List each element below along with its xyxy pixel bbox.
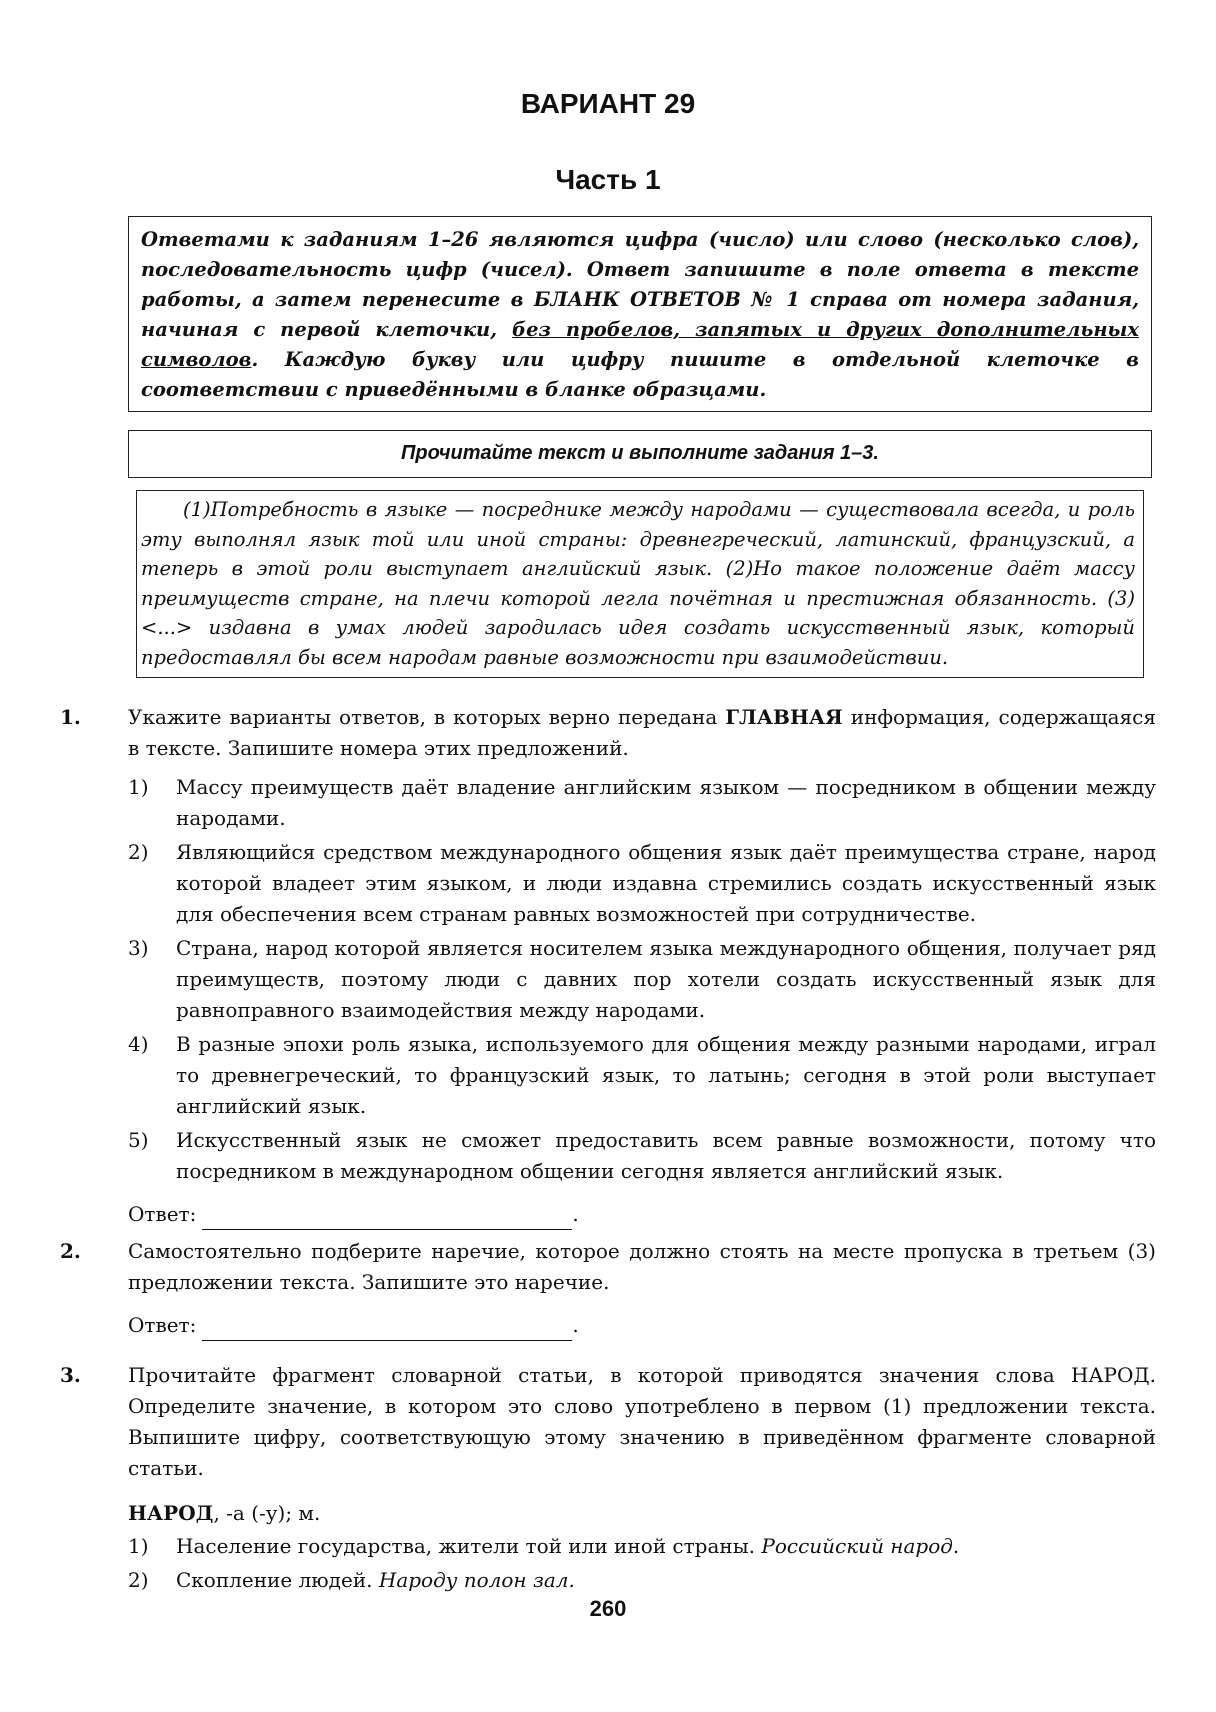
meaning-number: 1) — [128, 1534, 149, 1558]
task-number: 1. — [60, 705, 81, 729]
option-item — [128, 933, 1156, 1026]
option-item — [128, 1125, 1156, 1187]
dictionary-entry-head — [128, 1498, 1156, 1529]
answer-line — [128, 1310, 1156, 1341]
option-text: Искусственный язык не сможет предоставить всем равные возможности, потому что посредником в международном общении сегодня является английский язык. — [176, 1128, 1156, 1183]
answer-period: . — [572, 1202, 579, 1226]
task-number: 2. — [60, 1239, 81, 1263]
answer-field[interactable] — [202, 1207, 572, 1230]
instructions-text-end: . Каждую букву или цифру пишите в отдельной клеточке в соответствии с приведёнными в бланке образцами. — [141, 348, 1139, 401]
text-passage — [136, 490, 1144, 678]
options-list — [128, 772, 1156, 1187]
question-text: Укажите варианты ответов, в которых верно передана — [128, 705, 726, 729]
meaning-item — [128, 1565, 1156, 1596]
part-title: Часть 1 — [555, 164, 661, 195]
task-2 — [60, 1236, 1156, 1341]
question-emphasis: ГЛАВНАЯ — [725, 705, 843, 729]
variant-title: ВАРИАНТ 29 — [520, 88, 696, 119]
task-1 — [60, 702, 1156, 1230]
option-text: В разные эпохи роль языка, используемого для общения между разными народами, играл то древнегреческий, то французский язык, то латынь; сегодня в этой роли выступает английский язык. — [176, 1032, 1156, 1118]
task-question — [128, 702, 1156, 764]
meaning-item — [128, 1531, 1156, 1562]
answer-label: Ответ: — [128, 1313, 197, 1337]
option-text: Страна, народ которой является носителем языка международного общения, получает ряд преимуществ, поэтому люди с давних пор хотели создать искусственный язык для равноправного взаимодействия между народами. — [176, 936, 1156, 1022]
option-number: 1) — [128, 775, 149, 799]
task-question: Прочитайте фрагмент словарной статьи, в которой приводятся значения слова НАРОД. Определите значение, в котором это слово употреблено в первом (1) предложении текста. Выпишите цифру, соответствующую этому значению в приведённом фрагменте словарной статьи. — [128, 1363, 1156, 1480]
instructions-text: Ответами к заданиям 1–26 являются цифра (число) или слово (несколько слов), последовательность цифр (чисел). Ответ запишите в поле ответа в тексте работы, а затем перенесите в БЛАНК ОТВЕТОВ № 1 справа от номера задания, начиная с первой клеточки, — [141, 228, 1139, 341]
meaning-example: Российский народ. — [761, 1534, 960, 1558]
meaning-number: 2) — [128, 1568, 149, 1592]
meanings-list — [128, 1531, 1156, 1596]
option-item — [128, 772, 1156, 834]
dictionary-word: НАРОД — [128, 1501, 214, 1525]
page-number: 260 — [589, 1596, 627, 1621]
meaning-text: Скопление людей. — [176, 1568, 379, 1592]
task-number: 3. — [60, 1363, 81, 1387]
option-number: 4) — [128, 1032, 149, 1056]
question-text-end: информация, содержащаяся в тексте. Запишите номера этих предложений. — [128, 705, 1156, 760]
meaning-text: Население государства, жители той или иной страны. — [176, 1534, 762, 1558]
task-3 — [60, 1360, 1156, 1599]
option-number: 5) — [128, 1128, 149, 1152]
answer-label: Ответ: — [128, 1202, 197, 1226]
option-item — [128, 1029, 1156, 1122]
answer-period: . — [572, 1313, 579, 1337]
read-banner: Прочитайте текст и выполните задания 1–3. — [128, 430, 1152, 478]
option-text: Массу преимуществ даёт владение английским языком — посредником в общении между народами. — [176, 775, 1156, 830]
instructions-box — [128, 216, 1152, 412]
option-number: 3) — [128, 936, 149, 960]
option-text: Являющийся средством международного общения язык даёт преимущества стране, народ которой владеет этим языком, и люди издавна стремились создать искусственный язык для обеспечения всем странам равных возможностей при сотрудничестве. — [176, 840, 1156, 926]
meaning-example: Народу полон зал. — [378, 1568, 575, 1592]
answer-line — [128, 1199, 1156, 1230]
task-question: Самостоятельно подберите наречие, которое должно стоять на месте пропуска в третьем (3) предложении текста. Запишите это наречие. — [128, 1239, 1156, 1294]
option-item — [128, 837, 1156, 930]
text-passage-body: (1)Потребность в языке — посреднике между народами — существовала всегда, и роль эту выполнял язык той или иной страны: древнегреческий, латинский, французский, а теперь в этой роли выступает английский язык. (2)Но такое положение даёт массу преимуществ стране, на плечи которой легла почётная и престижная обязанность. (3)<...> издавна в умах людей зародилась идея создать искусственный язык, который предоставлял бы всем народам равные возможности при взаимодействии. — [141, 498, 1135, 669]
dictionary-grammar: , -а (-у); м. — [213, 1501, 321, 1525]
answer-field[interactable] — [202, 1318, 572, 1341]
option-number: 2) — [128, 840, 149, 864]
instructions-underlined: без пробелов, запятых и других дополнительных символов — [141, 318, 1139, 371]
